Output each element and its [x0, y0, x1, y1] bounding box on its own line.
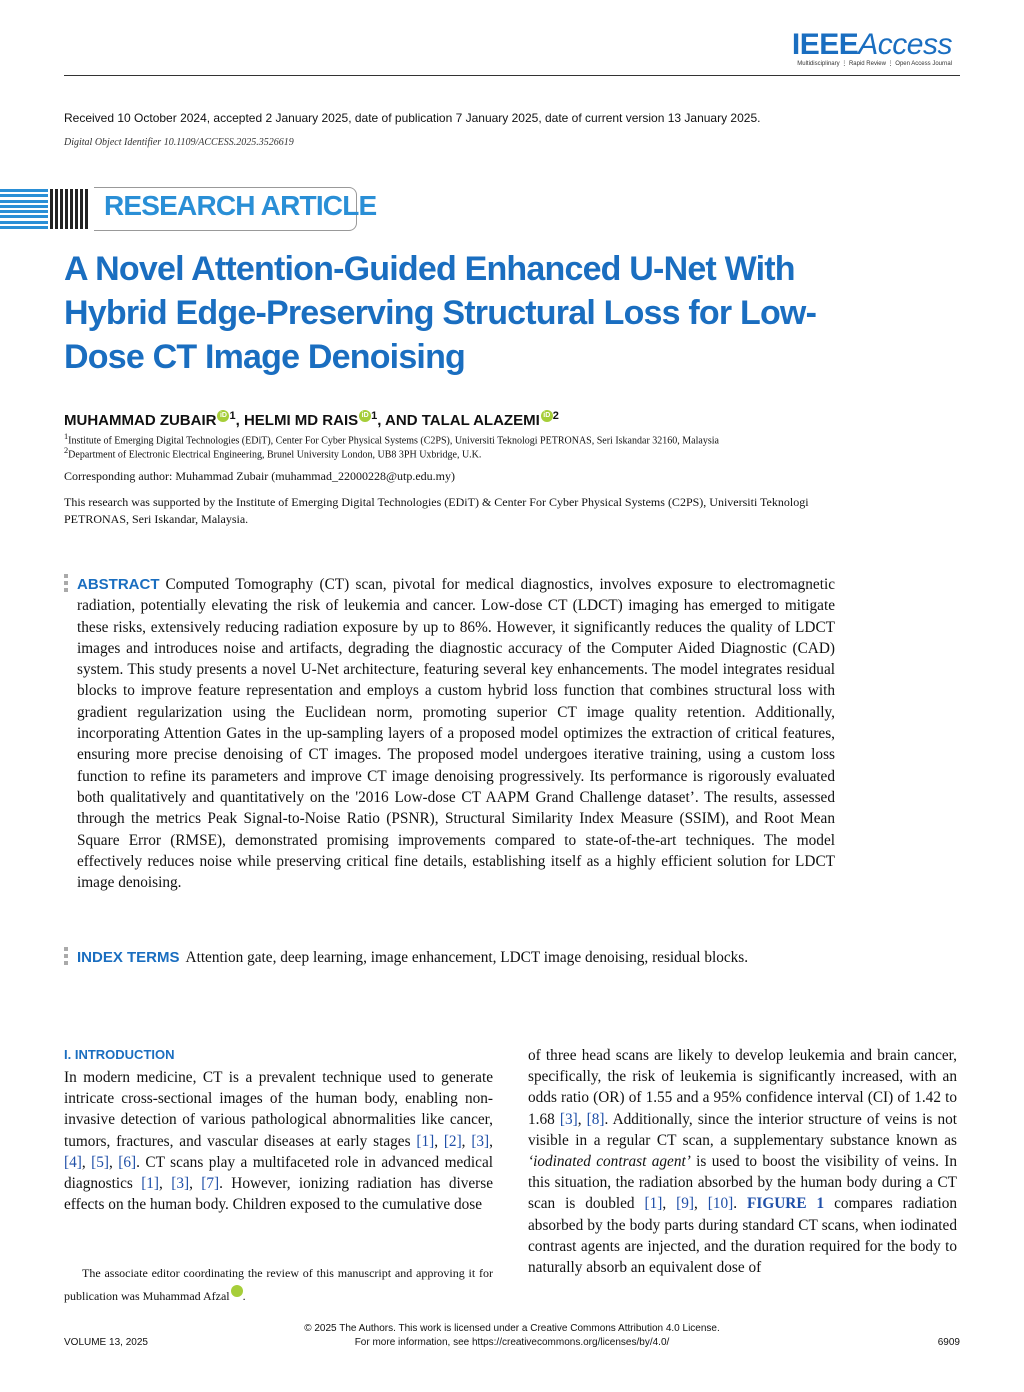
author-name: HELMI MD RAIS — [243, 412, 359, 429]
doi: Digital Object Identifier 10.1109/ACCESS.2025.3526619 — [64, 137, 294, 148]
citation-link[interactable]: [7] — [201, 1175, 220, 1193]
received-dates: Received 10 October 2024, accepted 2 January 2025, date of publication 7 January 2025, date of current version 13 January 2025. — [64, 111, 761, 125]
citation-link[interactable]: [3] — [471, 1132, 490, 1150]
volume-label: VOLUME 13, 2025 — [64, 1337, 148, 1348]
orcid-icon[interactable]: iD — [541, 410, 553, 422]
citation-link[interactable]: [2] — [443, 1132, 462, 1150]
author-sep: , AND — [377, 412, 422, 429]
citation-link[interactable]: [9] — [676, 1195, 694, 1213]
logo-tagline: Multidisciplinary ⋮ Rapid Review ⋮ Open Access Journal — [797, 61, 952, 67]
citation-link[interactable]: [10] — [707, 1195, 734, 1213]
author-name: MUHAMMAD ZUBAIR — [64, 412, 217, 429]
citation-link[interactable]: [5] — [91, 1153, 109, 1171]
citation-link[interactable]: [3] — [171, 1175, 190, 1193]
emphasis: ‘iodinated contrast agent’ — [528, 1153, 691, 1171]
author-sup: 1 — [229, 410, 236, 422]
orcid-icon[interactable]: iD — [231, 1285, 243, 1297]
index-terms-label: INDEX TERMS — [77, 949, 180, 966]
orcid-icon[interactable]: iD — [217, 410, 229, 422]
author-sup: 2 — [552, 410, 559, 422]
banner-stripes — [0, 189, 48, 229]
paper-title: A Novel Attention-Guided Enhanced U-Net With Hybrid Edge-Preserving Structural Loss for Low-Dose CT Image Denoising — [64, 250, 817, 376]
index-terms-marker — [64, 947, 68, 965]
figure-link[interactable]: FIGURE 1 — [747, 1195, 825, 1213]
index-terms-text: Attention gate, deep learning, image enhancement, LDCT image denoising, residual blocks. — [185, 949, 749, 966]
author-list — [64, 410, 559, 429]
logo-ieee: IEEE — [791, 28, 859, 61]
citation-link[interactable]: [1] — [644, 1195, 663, 1213]
citation-link[interactable]: [3] — [559, 1110, 578, 1128]
abstract-label: ABSTRACT — [77, 576, 160, 593]
orcid-icon[interactable]: iD — [359, 410, 371, 422]
citation-link[interactable]: [4] — [64, 1153, 82, 1171]
journal-logo — [792, 28, 952, 67]
affiliation: $^2$Department of Electronic Electrical Engineering, Brunel University London, UB8 3PH Uxbridge, U.K. — [64, 446, 482, 461]
banner-bars — [50, 189, 90, 229]
funding-statement: This research was supported by the Institute of Emerging Digital Technologies (EDiT) & Center For Cyber Physical Systems (C2PS), Universiti Teknologi PETRONAS, Seri Iskandar, Malaysia. — [64, 495, 809, 526]
section-heading: I. INTRODUCTION — [64, 1047, 175, 1062]
author-sup: 1 — [371, 410, 378, 422]
index-terms — [77, 947, 847, 968]
abstract-marker — [64, 574, 68, 592]
citation-link[interactable]: [1] — [416, 1132, 435, 1150]
citation-link[interactable]: [6] — [118, 1153, 137, 1171]
article-type-banner: RESEARCH ARTICLE — [104, 190, 377, 221]
page-number: 6909 — [937, 1337, 960, 1348]
abstract — [77, 574, 835, 893]
corresponding-author: Corresponding author: Muhammad Zubair (muhammad_22000228@utp.edu.my) — [64, 469, 455, 483]
header-rule — [64, 75, 960, 76]
affiliation: $^1$Institute of Emerging Digital Technologies (EDiT), Center For Cyber Physical Systems (C2PS), Universiti Teknologi PETRONAS, Seri Iskandar 32160, Malaysia — [64, 432, 719, 447]
author-name: TALAL ALAZEMI — [421, 412, 540, 429]
citation-link[interactable]: [8] — [586, 1110, 605, 1128]
author-sep: , — [235, 412, 244, 429]
body-column-right: of three head scans are likely to develop leukemia and brain cancer, specifically, the risk of leukemia is significantly increased, with an odds ratio (OR) of 1.55 and a 95% confidence interval (CI) of 1.42 to 1.68 [3], [8]. Additionally, since the interior structure of veins is not visible in a regular CT scan, a supplementary substance known as ‘iodinated contrast agent’ is used to boost the visibility of veins. In this situation, the radiation absorbed by the human body during a CT scan is doubled [1], [9], [10]. FIGURE 1 compares radiation absorbed by the body parts during standard CT scans, when iodinated contrast agents are injected, and the duration required for the body to naturally absorb an equivalent dose of — [528, 1047, 958, 1277]
logo-access: Access — [858, 28, 952, 61]
citation-link[interactable]: [1] — [141, 1175, 160, 1193]
abstract-text: Computed Tomography (CT) scan, pivotal for medical diagnostics, involves exposure to electromagnetic radiation, potentially elevating the risk of leukemia and cancer. Low-dose CT (LDCT) imaging has emerged to mitigate these risks, extensively reducing radiation exposure by up to 86%. However, it significantly reduces the quality of LDCT images and introduces noise and artifacts, degrading the diagnostic accuracy of the Computer Aided Diagnostic (CAD) system. This study presents a novel U-Net architecture, featuring several key enhancements. The model integrates residual blocks to improve feature representation and employs a custom hybrid loss function that combines structural loss with gradient regularization using the Euclidean norm, promoting superior CT image quality retention. Additionally, incorporating Attention Gates in the up-sampling layers of a proposed model optimizes the extraction of critical features, ensuring more precise denoising of CT images. The proposed model undergoes iterative training, using a custom loss function to refine its parameters and improve CT image denoising progressively. Its performance is rigorously evaluated both qualitatively and quantitatively on the '2016 Low-dose CT AAPM Grand Challenge dataset’. The results, assessed through the metrics Peak Signal-to-Noise Ratio (PSNR), Structural Similarity Index Measure (SSIM), and Root Mean Square Error (RMSE), demonstrated promising improvements compared to state-of-the-art techniques. The model effectively reduces noise while preserving critical fine details, establishing itself as a highly efficient solution for LDCT image denoising. — [77, 576, 835, 892]
license-notice: © 2025 The Authors. This work is licensed under a Creative Commons Attribution 4.0 License. For more information, see https://creativecommons.org/licenses/by/4.0/ — [304, 1323, 720, 1348]
editor-footnote: The associate editor coordinating the review of this manuscript and approving it for publication was Muhammad Afzal iD. — [64, 1266, 493, 1303]
body-column-left: In modern medicine, CT is a prevalent technique used to generate intricate cross-sectional images of the human body, enabling non-invasive detection of various pathological abnormalities like cancer, tumors, fractures, and vascular diseases at early stages [1], [2], [3], [4], [5], [6]. CT scans play a multifaceted role in advanced medical diagnostics [1], [3], [7]. However, ionizing radiation has diverse effects on the human body. Children exposed to the cumulative dose — [64, 1069, 494, 1214]
